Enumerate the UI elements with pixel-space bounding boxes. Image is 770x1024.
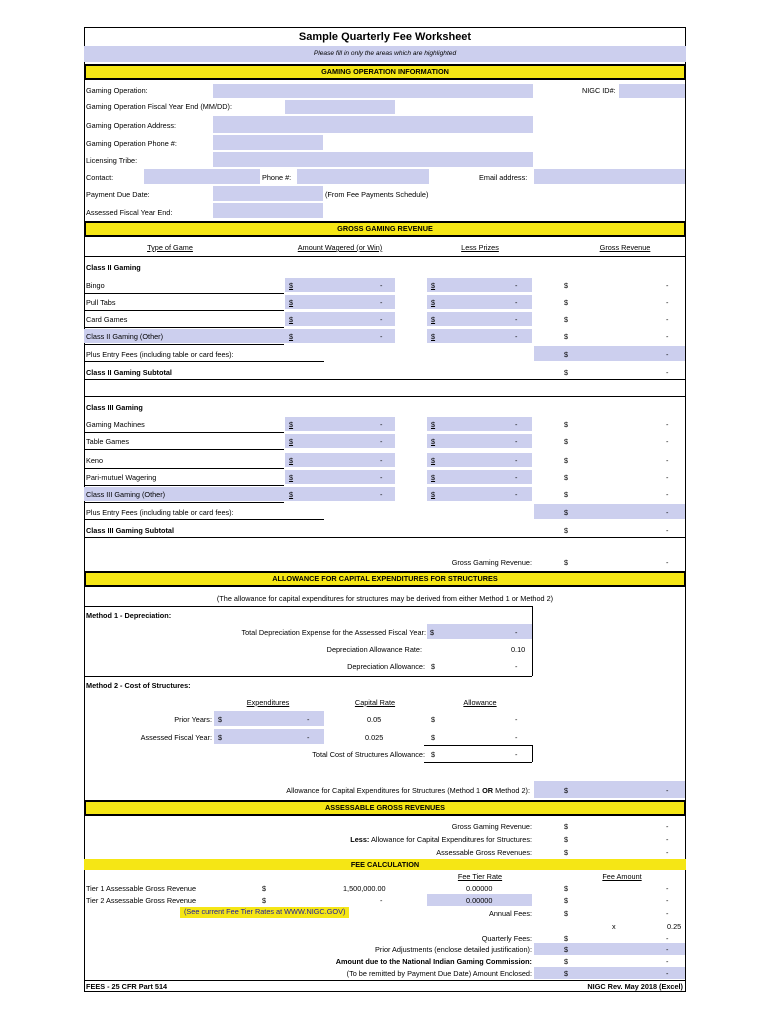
- email-field[interactable]: [534, 169, 685, 184]
- game-type-label: Class III Gaming (Other): [86, 490, 166, 499]
- due-date-label: Payment Due Date:: [86, 190, 150, 199]
- dollar-sign: $: [564, 957, 569, 966]
- amount-wagered-field[interactable]: [285, 417, 395, 431]
- value-dash: -: [666, 945, 669, 954]
- tier2-label: Tier 2 Assessable Gross Revenue: [86, 896, 197, 905]
- class3-entry-fees-field[interactable]: [534, 504, 685, 519]
- value-dash: -: [666, 508, 669, 517]
- footer-right: NIGC Rev. May 2018 (Excel): [587, 982, 683, 991]
- value-dash: -: [380, 281, 383, 290]
- assessed-year-label: Assessed Fiscal Year:: [140, 733, 212, 742]
- total-depreciation-label: Total Depreciation Expense for the Assessed Fiscal Year:: [241, 628, 426, 637]
- dollar-sign: $: [564, 558, 569, 567]
- fy-end-label: Gaming Operation Fiscal Year End (MM/DD):: [86, 102, 232, 111]
- dollar-sign: $: [289, 473, 294, 482]
- class3-entry-fees-label: Plus Entry Fees (including table or card fees):: [86, 508, 234, 517]
- dollar-sign: $: [564, 437, 569, 446]
- dollar-sign: $: [289, 437, 294, 446]
- dollar-sign: $: [564, 835, 569, 844]
- value-dash: -: [515, 332, 518, 341]
- contact-phone-label: Phone #:: [262, 173, 292, 182]
- dollar-sign: $: [289, 420, 294, 429]
- dollar-sign: $: [564, 420, 569, 429]
- value-dash: -: [666, 934, 669, 943]
- quarterly-fees-label: Quarterly Fees:: [481, 934, 532, 943]
- game-type-label: Table Games: [86, 437, 129, 446]
- value-dash: -: [666, 822, 669, 831]
- address-field[interactable]: [213, 116, 533, 133]
- amount-wagered-field[interactable]: [285, 487, 395, 501]
- dollar-sign: $: [564, 315, 569, 324]
- dep-rate-value: 0.10: [511, 645, 526, 654]
- divider: [84, 379, 686, 380]
- dollar-sign: $: [564, 456, 569, 465]
- ggr-total-label: Gross Gaming Revenue:: [451, 558, 532, 567]
- dollar-sign: $: [564, 848, 569, 857]
- method1-heading: Method 1 - Depreciation:: [86, 611, 172, 620]
- value-dash: -: [666, 848, 669, 857]
- phone-label: Gaming Operation Phone #:: [86, 139, 177, 148]
- dollar-sign: $: [564, 473, 569, 482]
- game-type-label: Pull Tabs: [86, 298, 116, 307]
- contact-field[interactable]: [144, 169, 260, 184]
- prior-years-label: Prior Years:: [174, 715, 212, 724]
- value-dash: -: [666, 490, 669, 499]
- capital-allowance-label: Allowance for Capital Expenditures for Structures (Method 1 OR Method 2):: [286, 786, 530, 795]
- operation-label: Gaming Operation:: [86, 86, 148, 95]
- dollar-sign: $: [289, 490, 294, 499]
- due-date-note: (From Fee Payments Schedule): [325, 190, 429, 199]
- game-type-label: Pari-mutuel Wagering: [86, 473, 157, 482]
- divider: [84, 310, 284, 311]
- assessed-rate: 0.025: [365, 733, 384, 742]
- value-dash: -: [666, 558, 669, 567]
- fee-rates-link[interactable]: (See current Fee Tier Rates at WWW.NIGC.GOV): [180, 907, 349, 918]
- value-dash: -: [515, 750, 518, 759]
- dollar-sign: $: [289, 298, 294, 307]
- value-dash: -: [666, 315, 669, 324]
- value-dash: -: [515, 628, 518, 637]
- section-header-assessable: ASSESSABLE GROSS REVENUES: [84, 800, 686, 816]
- dollar-sign: $: [289, 281, 294, 290]
- value-dash: -: [515, 733, 518, 742]
- value-dash: -: [666, 368, 669, 377]
- dep-rate-label: Depreciation Allowance Rate:: [326, 645, 422, 654]
- dollar-sign: $: [431, 473, 436, 482]
- divider: [84, 256, 686, 257]
- dollar-sign: $: [564, 934, 569, 943]
- capital-allowance-field[interactable]: [534, 781, 685, 798]
- divider: [424, 745, 532, 746]
- divider: [84, 485, 284, 486]
- divider: [84, 980, 686, 981]
- col-capital-rate: Capital Rate: [354, 698, 396, 707]
- divider: [84, 432, 284, 433]
- tribe-field[interactable]: [213, 152, 533, 167]
- divider: [84, 327, 284, 328]
- value-dash: -: [380, 490, 383, 499]
- amount-wagered-field[interactable]: [285, 312, 395, 326]
- divider: [84, 396, 686, 397]
- amount-wagered-field[interactable]: [285, 470, 395, 484]
- contact-label: Contact:: [86, 173, 114, 182]
- amount-wagered-field[interactable]: [285, 453, 395, 467]
- dollar-sign: $: [431, 662, 436, 671]
- value-dash: -: [666, 957, 669, 966]
- game-type-label: Card Games: [86, 315, 128, 324]
- value-dash: -: [515, 662, 518, 671]
- divider: [84, 293, 284, 294]
- dollar-sign: $: [218, 715, 223, 724]
- section-header-ggr: GROSS GAMING REVENUE: [84, 221, 686, 237]
- dollar-sign: $: [564, 350, 569, 359]
- operation-field[interactable]: [213, 84, 533, 98]
- divider: [532, 606, 533, 676]
- total-cost-label: Total Cost of Structures Allowance:: [312, 750, 425, 759]
- page-title: Sample Quarterly Fee Worksheet: [298, 31, 472, 43]
- dollar-sign: $: [289, 332, 294, 341]
- dollar-sign: $: [564, 368, 569, 377]
- dollar-sign: $: [431, 298, 436, 307]
- amount-wagered-field[interactable]: [285, 434, 395, 448]
- col-fee-amount: Fee Amount: [602, 872, 642, 881]
- prior-adjustments-field[interactable]: [534, 943, 685, 955]
- dollar-sign: $: [431, 420, 436, 429]
- assessed-fy-label: Assessed Fiscal Year End:: [86, 208, 173, 217]
- class3-heading: Class III Gaming: [86, 403, 143, 412]
- value-dash: -: [666, 786, 669, 795]
- col-allowance: Allowance: [463, 698, 497, 707]
- col-type-of-game: Type of Game: [147, 243, 193, 252]
- nigc-id-label: NIGC ID#:: [582, 86, 616, 95]
- value-dash: -: [380, 456, 383, 465]
- assessable-label: Assessable Gross Revenues:: [436, 848, 532, 857]
- divider: [84, 537, 686, 538]
- value-dash: -: [307, 715, 310, 724]
- fy-end-field[interactable]: [285, 100, 395, 114]
- value-dash: -: [515, 281, 518, 290]
- dollar-sign: $: [262, 896, 267, 905]
- divider: [84, 468, 284, 469]
- annual-fees-label: Annual Fees:: [489, 909, 532, 918]
- dollar-sign: $: [431, 315, 436, 324]
- value-dash: -: [666, 884, 669, 893]
- dollar-sign: $: [564, 786, 569, 795]
- value-dash: -: [666, 473, 669, 482]
- agr-ggr-label: Gross Gaming Revenue:: [451, 822, 532, 831]
- value-dash: -: [666, 526, 669, 535]
- dollar-sign: $: [564, 281, 569, 290]
- divider: [84, 606, 532, 607]
- divider: [424, 762, 532, 763]
- dollar-sign: $: [564, 822, 569, 831]
- amount-wagered-field[interactable]: [285, 295, 395, 309]
- class2-heading: Class II Gaming: [86, 263, 141, 272]
- dollar-sign: $: [564, 298, 569, 307]
- amount-enclosed-label: (To be remitted by Payment Due Date) Amount Enclosed:: [346, 969, 532, 978]
- value-dash: -: [515, 715, 518, 724]
- divider: [532, 745, 533, 762]
- value-dash: -: [515, 473, 518, 482]
- dollar-sign: $: [289, 315, 294, 324]
- section-header-fee: FEE CALCULATION: [84, 859, 686, 870]
- value-dash: -: [515, 437, 518, 446]
- dollar-sign: $: [564, 909, 569, 918]
- divider: [84, 519, 324, 520]
- section-header-capital: ALLOWANCE FOR CAPITAL EXPENDITURES FOR STRUCTURES: [84, 571, 686, 587]
- due-date-field[interactable]: [213, 186, 323, 201]
- dollar-sign: $: [564, 884, 569, 893]
- assessed-fy-field[interactable]: [213, 203, 323, 218]
- tier2-rate: 0.00000: [466, 896, 493, 905]
- dollar-sign: $: [431, 490, 436, 499]
- value-dash: -: [515, 315, 518, 324]
- dollar-sign: $: [431, 332, 436, 341]
- amount-wagered-field[interactable]: [285, 278, 395, 292]
- subtitle: Please fill in only the areas which are highlighted: [313, 50, 457, 57]
- prior-rate: 0.05: [367, 715, 382, 724]
- tier1-rate: 0.00000: [466, 884, 493, 893]
- tier1-label: Tier 1 Assessable Gross Revenue: [86, 884, 197, 893]
- game-type-label: Keno: [86, 456, 104, 465]
- class2-subtotal-label: Class II Gaming Subtotal: [86, 368, 172, 377]
- col-fee-tier-rate: Fee Tier Rate: [457, 872, 503, 881]
- value-dash: -: [380, 896, 383, 905]
- game-type-label: Class II Gaming (Other): [86, 332, 164, 341]
- quarter-factor: 0.25: [667, 922, 682, 931]
- address-label: Gaming Operation Address:: [86, 121, 177, 130]
- dollar-sign: $: [431, 750, 436, 759]
- dollar-sign: $: [564, 332, 569, 341]
- tier1-amount: 1,500,000.00: [343, 884, 386, 893]
- value-dash: -: [380, 332, 383, 341]
- dollar-sign: $: [431, 437, 436, 446]
- contact-phone-field[interactable]: [297, 169, 429, 184]
- divider: [84, 449, 284, 450]
- value-dash: -: [307, 733, 310, 742]
- dollar-sign: $: [262, 884, 267, 893]
- value-dash: -: [380, 437, 383, 446]
- value-dash: -: [666, 420, 669, 429]
- section-header-info: GAMING OPERATION INFORMATION: [84, 64, 686, 80]
- dep-allowance-label: Depreciation Allowance:: [347, 662, 425, 671]
- value-dash: -: [666, 332, 669, 341]
- divider: [84, 344, 284, 345]
- agr-less-label: Less: Allowance for Capital Expenditures for Structures:: [350, 835, 532, 844]
- value-dash: -: [380, 298, 383, 307]
- col-expenditures: Expenditures: [246, 698, 290, 707]
- divider: [84, 676, 532, 677]
- value-dash: -: [515, 490, 518, 499]
- dollar-sign: $: [564, 490, 569, 499]
- divider: [84, 361, 324, 362]
- email-label: Email address:: [479, 173, 528, 182]
- class3-subtotal-label: Class III Gaming Subtotal: [86, 526, 174, 535]
- dollar-sign: $: [431, 456, 436, 465]
- value-dash: -: [515, 298, 518, 307]
- value-dash: -: [666, 909, 669, 918]
- footer-left: FEES - 25 CFR Part 514: [86, 982, 168, 991]
- value-dash: -: [380, 420, 383, 429]
- value-dash: -: [515, 456, 518, 465]
- value-dash: -: [380, 473, 383, 482]
- dollar-sign: $: [430, 628, 435, 637]
- value-dash: -: [666, 437, 669, 446]
- col-gross-revenue: Gross Revenue: [599, 243, 651, 252]
- value-dash: -: [515, 420, 518, 429]
- method2-heading: Method 2 - Cost of Structures:: [86, 681, 191, 690]
- dollar-sign: $: [564, 969, 569, 978]
- dollar-sign: $: [218, 733, 223, 742]
- multiply-sign: x: [612, 922, 616, 931]
- dollar-sign: $: [289, 456, 294, 465]
- dollar-sign: $: [564, 526, 569, 535]
- dollar-sign: $: [564, 896, 569, 905]
- value-dash: -: [666, 896, 669, 905]
- amount-wagered-field[interactable]: [285, 329, 395, 343]
- dollar-sign: $: [431, 733, 436, 742]
- amount-due-label: Amount due to the National Indian Gaming Commission:: [335, 957, 532, 966]
- dollar-sign: $: [431, 715, 436, 724]
- col-amount-wagered: Amount Wagered (or Win): [297, 243, 383, 252]
- tribe-label: Licensing Tribe:: [86, 156, 138, 165]
- class2-entry-fees-label: Plus Entry Fees (including table or card fees):: [86, 350, 234, 359]
- game-type-label: Bingo: [86, 281, 105, 290]
- amount-enclosed-field[interactable]: [534, 967, 685, 979]
- value-dash: -: [666, 835, 669, 844]
- value-dash: -: [666, 969, 669, 978]
- dollar-sign: $: [564, 508, 569, 517]
- col-less-prizes: Less Prizes: [461, 243, 499, 252]
- phone-field[interactable]: [213, 135, 323, 150]
- capital-note: (The allowance for capital expenditures for structures may be derived from either Method 1 or Method 2): [216, 594, 554, 603]
- divider: [84, 502, 284, 503]
- class2-entry-fees-field[interactable]: [534, 346, 685, 361]
- value-dash: -: [666, 298, 669, 307]
- game-type-label: Gaming Machines: [86, 420, 145, 429]
- nigc-id-field[interactable]: [619, 84, 685, 98]
- prior-adjustments-label: Prior Adjustments (enclose detailed justification):: [375, 945, 532, 954]
- value-dash: -: [380, 315, 383, 324]
- value-dash: -: [666, 456, 669, 465]
- dollar-sign: $: [431, 281, 436, 290]
- value-dash: -: [666, 281, 669, 290]
- dollar-sign: $: [564, 945, 569, 954]
- value-dash: -: [666, 350, 669, 359]
